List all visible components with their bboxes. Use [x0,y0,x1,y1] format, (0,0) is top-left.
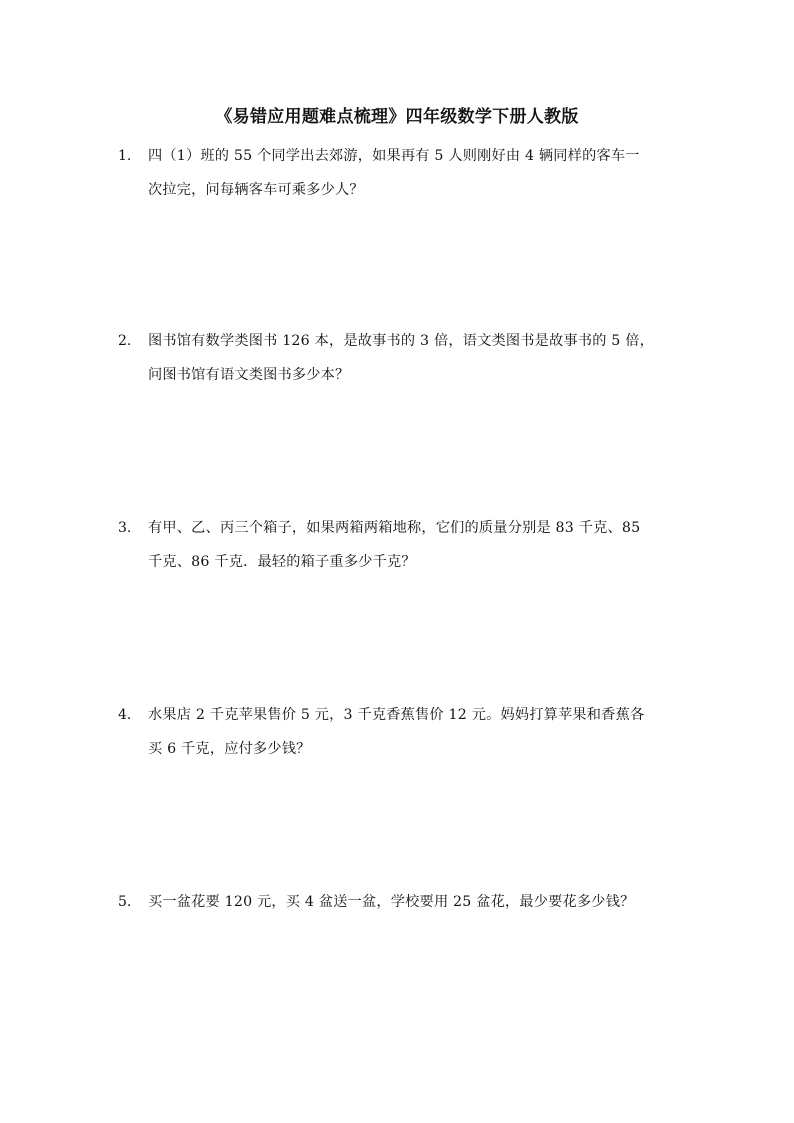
question-line: 千克、86 千克．最轻的箱子重多少千克？ [148,554,416,570]
question-text [148,698,688,766]
question-line: 水果店 2 千克苹果售价 5 元，3 千克香蕉售价 12 元。妈妈打算苹果和香蕉各 [148,707,645,723]
question-number: 5. [118,894,132,910]
question-line: 次拉完，问每辆客车可乘多少人？ [148,182,364,198]
question-line: 图书馆有数学类图书 126 本，是故事书的 3 倍，语文类图书是故事书的 5 倍， [148,333,655,349]
document-title: 《易错应用题难点梳理》四年级数学下册人教版 [215,107,579,127]
question-line: 买一盆花要 120 元，买 4 盆送一盆，学校要用 25 盆花，最少要花多少钱？ [148,894,635,910]
question-line: 四（1）班的 55 个同学出去郊游，如果再有 5 人则刚好由 4 辆同样的客车一 [148,148,640,164]
question-text [148,885,688,919]
question-line: 买 6 千克，应付多少钱？ [148,741,311,757]
question-number: 2. [118,333,132,349]
question-line: 有甲、乙、丙三个箱子，如果两箱两箱地称，它们的质量分别是 83 千克、85 [148,520,641,536]
question-number: 3. [118,520,132,536]
question-number: 4. [118,707,132,723]
question-text [148,139,688,207]
question-text [148,511,688,579]
question-text [148,324,688,392]
question-number: 1. [118,148,132,164]
question-line: 问图书馆有语文类图书多少本？ [148,367,350,383]
